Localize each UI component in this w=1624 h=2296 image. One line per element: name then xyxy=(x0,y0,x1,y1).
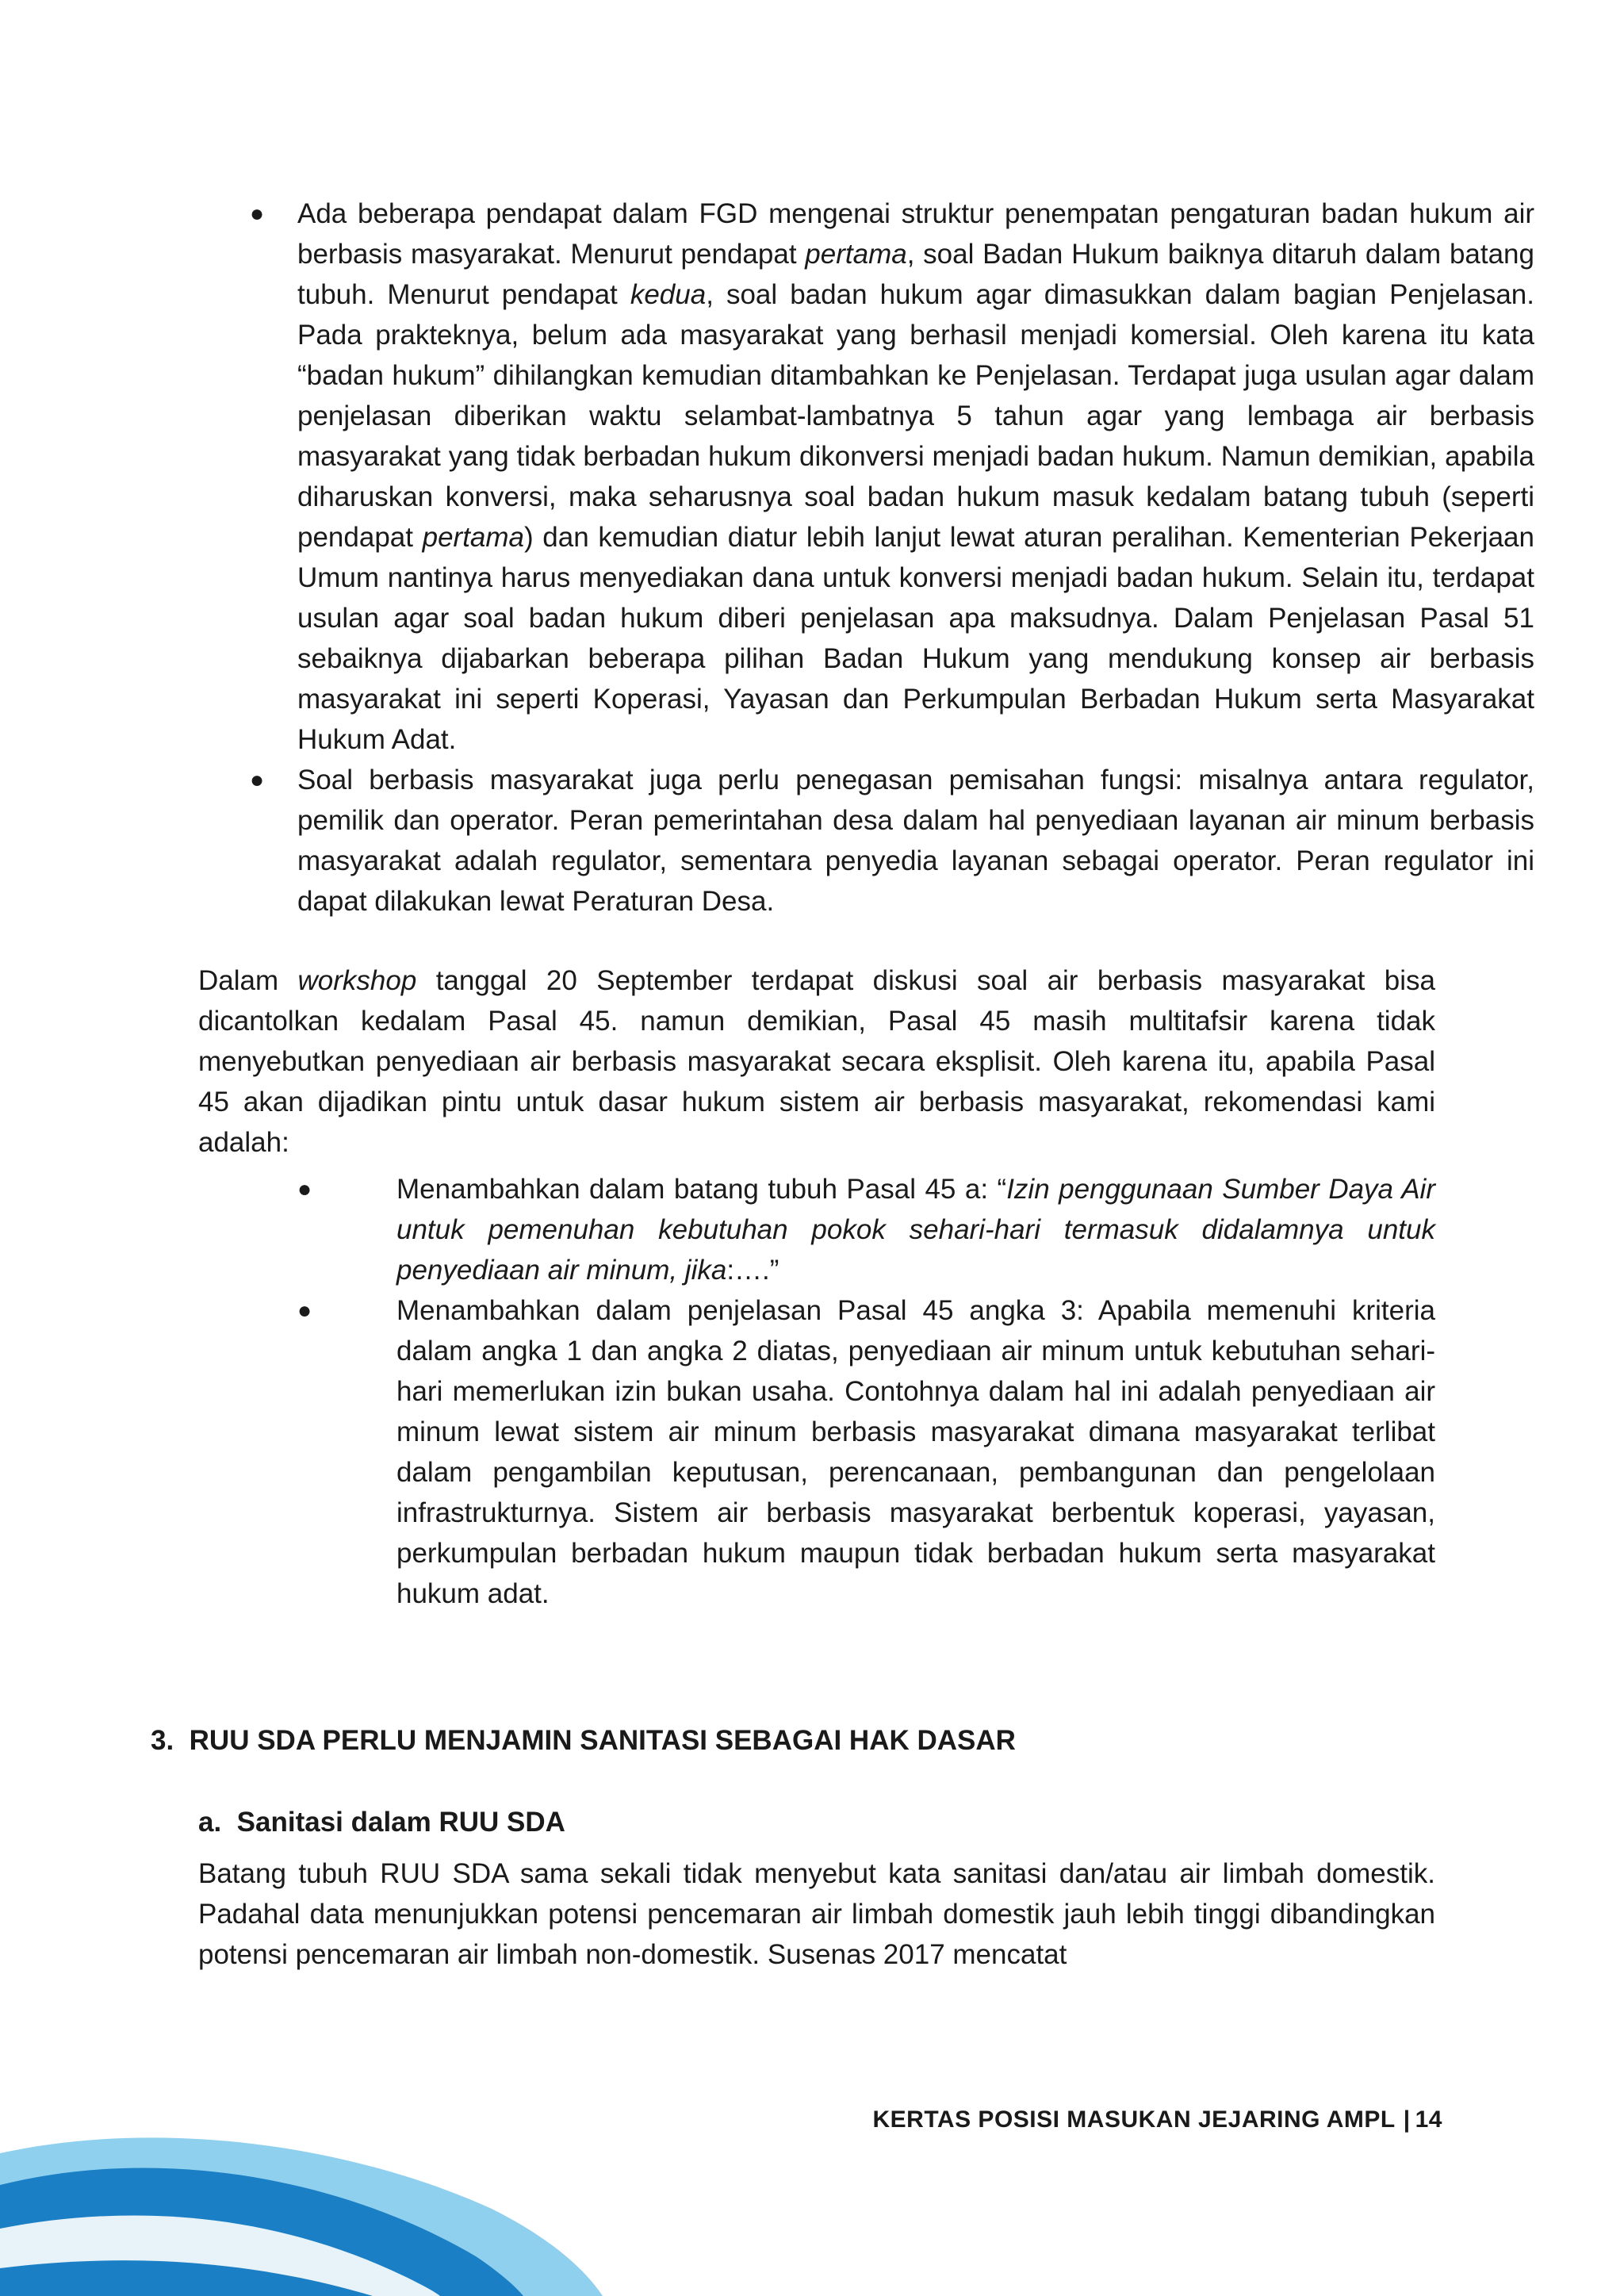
subsection-heading xyxy=(198,1802,1435,1842)
list-item xyxy=(297,1169,1435,1290)
bullet-text: Menambahkan dalam penjelasan Pasal 45 angka 3: Apabila memenuhi kriteria dalam angka 1 dan angka 2 diatas, penyediaan air minum untuk kebutuhan sehari-hari memerlukan izin bukan usaha. Contohnya dalam hal ini adalah penyediaan air minum lewat sistem air minum berbasis masyarakat dimana masyarakat terlibat dalam pengambilan keputusan, perencanaan, pembangunan dan pengelolaan infrastrukturnya. Sistem air berbasis masyarakat berbentuk koperasi, yayasan, perkumpulan berbadan hukum maupun tidak berbadan hukum serta masyarakat hukum adat. xyxy=(396,1295,1435,1609)
footer-title: KERTAS POSISI MASUKAN JEJARING AMPL xyxy=(872,2106,1396,2133)
section-heading xyxy=(151,1720,1388,1761)
workshop-paragraph: Dalam workshop tanggal 20 September terdapat diskusi soal air berbasis masyarakat bisa dicantolkan kedalam Pasal 45. namun demikian, Pasal 45 masih multitafsir karena tidak menyebutkan penyediaan air berbasis masyarakat secara eksplisit. Oleh karena itu, apabila Pasal 45 akan dijadikan pintu untuk dasar hukum sistem air berbasis masyarakat, rekomendasi kami adalah: xyxy=(198,965,1435,1158)
bullet-text: Ada beberapa pendapat dalam FGD mengenai struktur penempatan pengaturan badan hukum air berbasis masyarakat. Menurut pendapat pertama, soal Badan Hukum baiknya ditaruh dalam batang tubuh. Menurut pendapat kedua, soal badan hukum agar dimasukkan dalam bagian Penjelasan. Pada prakteknya, belum ada masyarakat yang berhasil menjadi komersial. Oleh karena itu kata “badan hukum” dihilangkan kemudian ditambahkan ke Penjelasan. Terdapat juga usulan agar dalam penjelasan diberikan waktu selambat-lambatnya 5 tahun agar yang lembaga air berbasis masyarakat yang tidak berbadan hukum dikonversi menjadi badan hukum. Namun demikian, apabila diharuskan konversi, maka seharusnya soal badan hukum masuk kedalam batang tubuh (seperti pendapat pertama) dan kemudian diatur lebih lanjut lewat aturan peralihan. Kementerian Pekerjaan Umum nantinya harus menyediakan dana untuk konversi menjadi badan hukum. Selain itu, terdapat usulan agar soal badan hukum diberi penjelasan apa maksudnya. Dalam Penjelasan Pasal 51 sebaiknya dijabarkan beberapa pilihan Badan Hukum yang mendukung konsep air berbasis masyarakat ini seperti Koperasi, Yayasan dan Perkumpulan Berbadan Hukum serta Masyarakat Hukum Adat. xyxy=(297,198,1535,755)
bullet-icon: ● xyxy=(250,767,265,793)
list-item xyxy=(198,760,1534,922)
footer-separator: | xyxy=(1403,2106,1411,2133)
bullet-icon: ● xyxy=(297,1297,312,1324)
page-number: 14 xyxy=(1415,2106,1442,2133)
section-number: 3. xyxy=(151,1725,174,1756)
list-item xyxy=(198,194,1534,760)
decorative-wave xyxy=(0,2090,1624,2296)
page-content xyxy=(151,194,1535,1975)
bullet-text: Menambahkan dalam batang tubuh Pasal 45 a: “Izin penggunaan Sumber Daya Air untuk pemenuhan kebutuhan pokok sehari-hari termasuk didalamnya untuk penyediaan air minum, jika:….” xyxy=(396,1174,1435,1286)
recommendation-bullet-list xyxy=(297,1169,1435,1614)
subsection-title: Sanitasi dalam RUU SDA xyxy=(236,1807,565,1838)
sanitation-paragraph: Batang tubuh RUU SDA sama sekali tidak menyebut kata sanitasi dan/atau air limbah domestik. Padahal data menunjukkan potensi pencemaran air limbah domestik jauh lebih tinggi dibandingkan potensi pencemaran air limbah non-domestik. Susenas 2017 mencatat xyxy=(198,1858,1435,1970)
bullet-text: Soal berbasis masyarakat juga perlu penegasan pemisahan fungsi: misalnya antara regulator, pemilik dan operator. Peran pemerintahan desa dalam hal penyediaan layanan air minum berbasis masyarakat adalah regulator, sementara penyedia layanan sebagai operator. Peran regulator ini dapat dilakukan lewat Peraturan Desa. xyxy=(297,765,1534,917)
bullet-icon: ● xyxy=(297,1176,312,1202)
subsection-label: a. xyxy=(198,1807,222,1838)
section-title: RUU SDA PERLU MENJAMIN SANITASI SEBAGAI HAK DASAR xyxy=(189,1725,1016,1756)
fgd-bullet-list xyxy=(250,194,1535,922)
list-item xyxy=(297,1290,1435,1614)
bullet-icon: ● xyxy=(250,201,265,227)
